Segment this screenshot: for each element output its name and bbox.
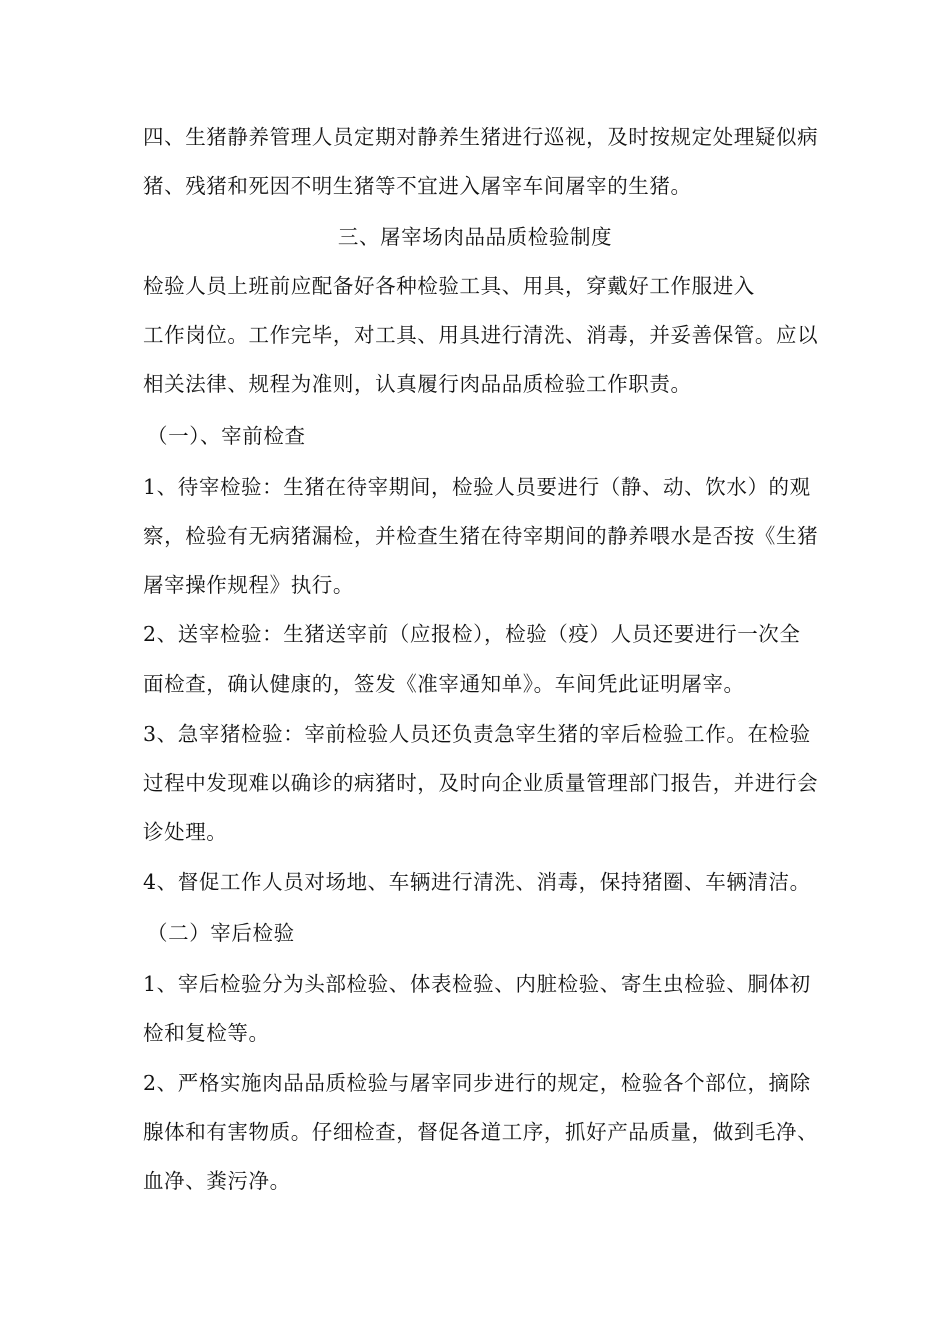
subheading-pre-slaughter: （一）、宰前检查: [147, 424, 306, 448]
paragraph-four-line-2: 猪、残猪和死因不明生猪等不宜进入屠宰车间屠宰的生猪。: [143, 174, 692, 198]
item-2-line-2: 面检查，确认健康的，签发《准宰通知单》。车间凭此证明屠宰。: [143, 672, 745, 696]
intro-line-2: 工作岗位。工作完毕，对工具、用具进行清洗、消毒，并妥善保管。应以: [143, 323, 819, 347]
paragraph-four-line-1: 四、生猪静养管理人员定期对静养生猪进行巡视，及时按规定处理疑似病: [143, 125, 819, 149]
post-item-2-line-1: 2、严格实施肉品品质检验与屠宰同步进行的规定，检验各个部位，摘除: [143, 1071, 811, 1095]
section-heading: 三、屠宰场肉品品质检验制度: [337, 225, 613, 249]
post-item-2-line-3: 血净、粪污净。: [143, 1169, 291, 1193]
intro-line-3: 相关法律、规程为准则，认真履行肉品品质检验工作职责。: [143, 372, 692, 396]
post-item-1-line-2: 检和复检等。: [143, 1021, 270, 1045]
item-2-line-1: 2、送宰检验：生猪送宰前（应报检），检验（疫）人员还要进行一次全: [143, 622, 801, 646]
item-3-line-1: 3、急宰猪检验：宰前检验人员还负责急宰生猪的宰后检验工作。在检验: [143, 722, 811, 746]
item-1-line-3: 屠宰操作规程》执行。: [143, 573, 354, 597]
intro-line-1: 检验人员上班前应配备好各种检验工具、用具，穿戴好工作服进入: [143, 274, 755, 298]
item-3-line-3: 诊处理。: [143, 820, 228, 844]
post-item-2-line-2: 腺体和有害物质。仔细检查，督促各道工序，抓好产品质量，做到毛净、: [143, 1120, 819, 1144]
post-item-1-line-1: 1、宰后检验分为头部检验、体表检验、内脏检验、寄生虫检验、胴体初: [143, 972, 811, 996]
subheading-post-slaughter: （二）宰后检验: [147, 921, 295, 945]
item-1-line-2: 察，检验有无病猪漏检，并检查生猪在待宰期间的静养喂水是否按《生猪: [143, 524, 819, 548]
item-1-line-1: 1、待宰检验：生猪在待宰期间，检验人员要进行（静、动、饮水）的观: [143, 475, 811, 499]
item-3-line-2: 过程中发现难以确诊的病猪时，及时向企业质量管理部门报告，并进行会: [143, 771, 819, 795]
item-4-line-1: 4、督促工作人员对场地、车辆进行清洗、消毒，保持猪圈、车辆清洁。: [143, 870, 811, 894]
